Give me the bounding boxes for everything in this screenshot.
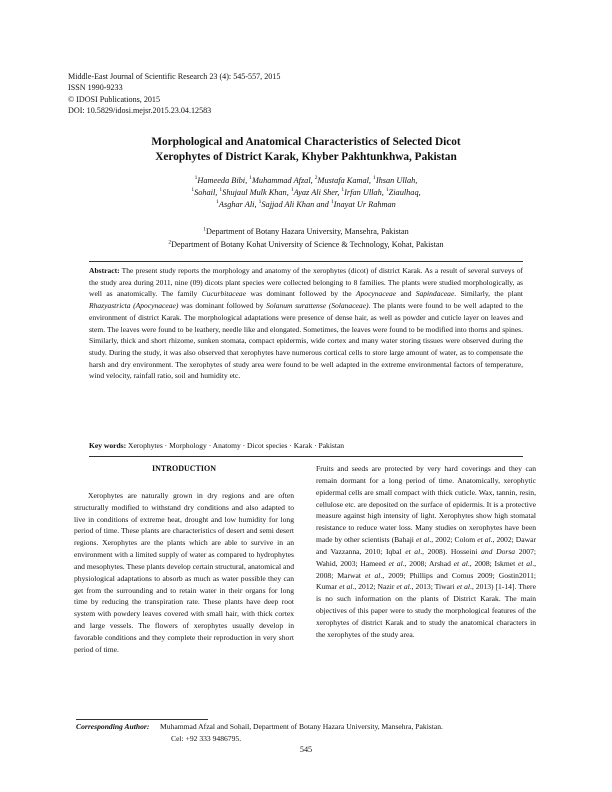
page-number: 545 — [299, 745, 313, 754]
abstract-italic: Rhazyastricta (Apocynaceae) — [89, 301, 179, 311]
author-name: Mustafa Kamal, — [317, 176, 374, 185]
affiliation-text: Department of Botany Kohat University of Science & Technology, Kohat, Pakistan — [171, 239, 444, 249]
author-sup: 1 — [249, 175, 253, 182]
et-al: et al — [396, 582, 410, 592]
affiliation-text: Department of Botany Hazara University, Mansehra, Pakistan — [206, 227, 409, 236]
abstract-bottom-rule — [89, 456, 523, 457]
section-heading: INTRODUCTION — [151, 464, 216, 473]
intro-italic: Dorsa — [496, 546, 516, 556]
abstract-text: The present study reports the morphology and anatomy of the xerophytes (dicot) of district Karak. As a result of several surveys of the study area during 2011, nine (09) dicots plant species were collected belonging to 8 families. The plants were studied morphologically, as well as anatomically. The family — [89, 266, 523, 299]
et-al: et al — [453, 558, 468, 568]
journal-doi[interactable]: DOI: 10.5829/idosi.mejsr.2015.23.04.12583 — [68, 105, 212, 115]
journal-copyright: © IDOSI Publications, 2015 — [68, 94, 161, 104]
author-name: Inayat Ur Rahman — [333, 199, 396, 209]
abstract-label: Abstract: — [89, 266, 120, 275]
abstract-text: was dominant followed by the — [246, 289, 356, 299]
et-al: et al — [456, 582, 471, 592]
footnote-rule — [76, 719, 208, 720]
author-name: Ihsan Ullah, — [375, 176, 418, 185]
footnote-line-2: Cel: +92 333 9486795. — [171, 734, 242, 743]
abstract-italic: Cucurbitaceae — [201, 289, 247, 299]
author-sup: 1 — [373, 175, 376, 182]
intro-text: ., 2013; Tiwari — [409, 582, 457, 592]
intro-italic: and — [481, 546, 493, 556]
keywords — [89, 440, 523, 451]
author-sup: 1 — [216, 199, 219, 206]
et-al: et al — [405, 546, 421, 556]
et-al: et al — [518, 558, 533, 568]
intro-text: 2007; Wahid, 2003; Hameed — [316, 546, 537, 568]
author-name: Ayaz Ali Sher, — [293, 187, 342, 197]
intro-text: ., 2009; Phillips and Comus 2009; Gostin2011; Kumar — [316, 570, 536, 592]
intro-text: ., 2012; Nazir — [352, 582, 397, 592]
intro-paragraph: Xerophytes are naturally grown in dry regions and are often structurally modified to withstand dry conditions and also adapted to live in conditions of extreme heat, drought and low humidity for long period of time. These plants are characteristics of desert and semi desert regions. Xerophytes are the plants which are able to survive in an environment with a limited supply of water as compared to hydrophytes and mesophytes. These plants develop certain structural, anatomical and physiological adaptations to absorb as much as water possible they can get from the surrounding and to retain water in their organs for long time by reducing the transpiration rate. These plants have deep root system with powdery leaves covered with small hair, with thick cortex and large vessels. The flowers of xerophytes usually develop in favorable conditions and they complete their reproduction in very short period of time. — [74, 490, 294, 654]
affiliation-sup: 1 — [203, 226, 206, 233]
abstract-top-rule — [89, 261, 523, 262]
et-al: et al — [339, 582, 353, 592]
author-sup: 2 — [314, 175, 318, 182]
abstract — [89, 265, 523, 382]
author-name: Shujaul Mulk Khan, — [222, 187, 291, 197]
journal-info — [68, 71, 280, 116]
author-name: Hameeda Bibi, — [197, 176, 250, 185]
journal-citation: Middle-East Journal of Scientific Research 23 (4): 545-557, 2015 — [68, 72, 281, 81]
affiliation-sup: 2 — [168, 238, 172, 245]
author-list — [60, 175, 552, 211]
left-column — [74, 463, 294, 656]
author-name: Sohail, — [194, 187, 220, 197]
abstract-text: . The plants were found to be well adapted to the environment of district Karak. The morphological adaptations were presence of dense hair, as well as powder and cuticle layer on leaves and stem. The leaves were found to be leathery, needle like and elongated. Sometimes, the leaves were found to be modified into thorns and spines. Similarly, thick and short rhizome, sunken stomata, compact epidermis, wide cortex and many water storing tissues were observed during the study. During the study, it was also observed that xerophytes have numerous cortical cells to store large amount of water, as to compensate the harsh and dry environment. The xerophytes of study area were found to be well adapted in the extreme environmental factors of temperature, wind velocity, rainfall ratio, soil and humidity etc. — [89, 301, 523, 381]
paper-title — [60, 135, 552, 164]
author-name: Irfan Ullah, — [344, 187, 386, 197]
author-sup: 1 — [385, 187, 389, 194]
author-name: Sajjad Ali Khan and — [261, 199, 331, 209]
affiliations — [60, 226, 552, 251]
abstract-italic: Apocynaceae — [355, 289, 397, 299]
right-column — [316, 463, 536, 641]
abstract-text: was dominant followed by — [178, 301, 267, 311]
title-line-1: Morphological and Anatomical Characteristics of Selected Dicot — [151, 136, 461, 148]
abstract-italic: Sapindaceae — [415, 289, 455, 299]
author-line-1 — [60, 175, 552, 187]
author-name: Muhammad Afzal, — [252, 176, 315, 185]
affiliation-2 — [60, 239, 552, 252]
author-sup: 1 — [219, 187, 223, 194]
keywords-text: Xerophytes · Morphology · Anatomy · Dicot species · Karak · Pakistan — [126, 441, 345, 450]
title-line-2: Xerophytes of District Karak, Khyber Pakhtunkhwa, Pakistan — [155, 150, 457, 163]
intro-text: ., 2013) [1-14]. There is no such information on the plants of District Karak. The main objectives of this paper were to study the morphological features of the xerophytes of district Karak and to study the anatomical characters in the xerophytes of the study area. — [316, 582, 536, 639]
keywords-label: Key words: — [89, 441, 127, 450]
footnote-line-1 — [76, 721, 556, 733]
et-al: et al — [388, 558, 403, 568]
author-sup: 1 — [341, 187, 345, 194]
abstract-text: . Similarly, the plant — [454, 289, 523, 299]
intro-text: ., 2008). Hosseini — [420, 546, 482, 556]
et-al: et al — [364, 570, 381, 580]
et-al: et al — [477, 535, 491, 545]
author-sup: 1 — [330, 199, 334, 206]
et-al: et al — [415, 535, 430, 545]
author-sup: 1 — [290, 187, 294, 194]
abstract-italic: Solanum surattense (Solanaceae) — [266, 301, 369, 311]
intro-text: ., 2008; Iskmet — [467, 558, 518, 568]
intro-text: Fruits and seeds are protected by very hard coverings and they can remain dormant for a long period of time. Anatomically, xerophytic epidermal cells are small compact with thick cuticle. Wax, tannin, resin, cellulose etc. are deposited on the surface of epidermis. It is a protective measure against high intensity of light. Xerophytes show high stomatal resistance to reduce water loss. Many studies on xerophytes have been made by other scientists (Bahaji — [316, 464, 536, 545]
affiliation-1 — [60, 226, 552, 239]
intro-text: ., 2008; Marwat — [316, 558, 536, 580]
intro-text: ., 2008; Arshad — [402, 558, 454, 568]
footnote-label: Corresponding Author: — [76, 722, 150, 731]
footnote-text: Muhammad Afzal and Sohail, Department of Botany Hazara University, Mansehra, Pakistan. — [160, 722, 443, 731]
footnote — [76, 721, 556, 745]
intro-paragraph-continued — [316, 463, 536, 641]
author-sup: 1 — [258, 199, 262, 206]
author-sup: 1 — [194, 175, 198, 182]
abstract-text: and — [396, 289, 416, 299]
author-name: Asghar Ali, — [218, 199, 259, 209]
author-line-3 — [60, 199, 552, 211]
intro-text: ., 2002; Dawar and Vazzanna, 2010; Iqbal — [316, 535, 537, 556]
author-sup: 1 — [191, 187, 195, 194]
intro-text: ., 2002; Colom — [429, 535, 478, 545]
author-name: Ziaulhaq, — [388, 187, 421, 197]
author-line-2 — [60, 187, 552, 199]
journal-issn: ISSN 1990-9233 — [68, 83, 123, 93]
